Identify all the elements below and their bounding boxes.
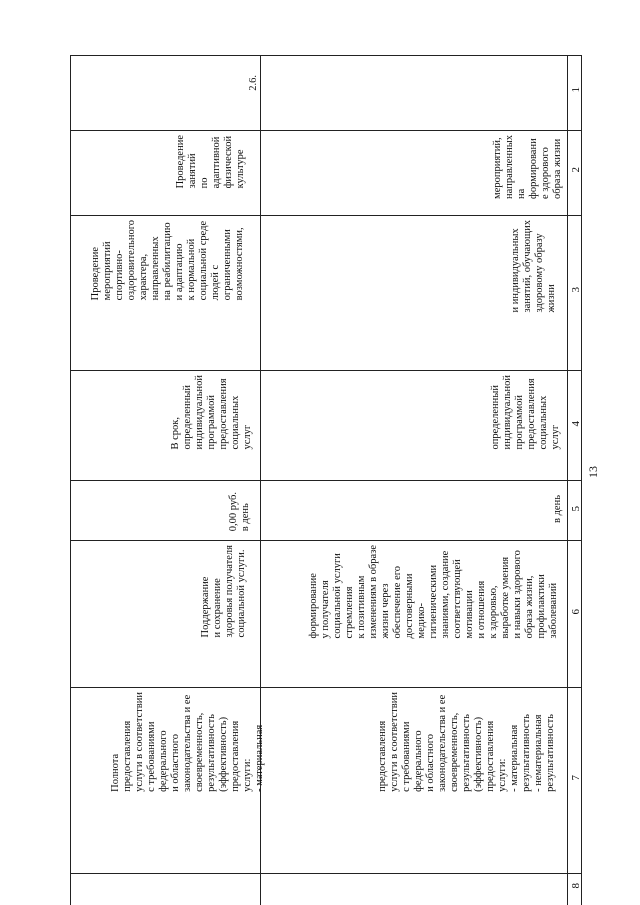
col-num-3: 3 — [570, 287, 582, 293]
row-a-col6: формирование у получателя социальной услуги стремления к позитивным изменениям в образе жизни через обеспечение его достоверными медико- гигиеническими знаниями, создание соответствующей мотивации и отношения к здоровью, выработке умения и навыки здорового образа жизни, профилактики заболеваний — [308, 545, 559, 639]
column-boundary — [70, 873, 582, 874]
table-border-top — [70, 55, 582, 56]
row-a-col3: и индивидуальных занятий, обучающих здоровому образу жизни — [510, 220, 557, 313]
col-num-7: 7 — [570, 775, 582, 781]
col-num-5: 5 — [570, 506, 582, 512]
col-num-1: 1 — [570, 87, 582, 93]
column-boundary — [70, 215, 582, 216]
row-b-col5: 0,00 руб. в день — [228, 492, 251, 532]
column-boundary — [70, 687, 582, 688]
header-row-boundary — [567, 55, 568, 905]
row-a-col4: определенный индивидуальной программой предоставления социальных услуг — [490, 375, 561, 450]
row-a-col5: в день — [552, 495, 563, 523]
column-boundary — [70, 130, 582, 131]
column-boundary — [70, 370, 582, 371]
row-b-col1: 2.6. — [248, 75, 259, 91]
row-a-col2: мероприятий, направленных на формировани е здорового образа жизни — [492, 135, 563, 199]
row-a-col7: предоставления услуги в соответствии с требованиями федерального и областного законодательства и ее своевременность, результативность (эффективность) предоставления услуги: - материальная результативность - нематериальная результативность — [377, 692, 556, 792]
rotated-table — [70, 55, 582, 905]
column-boundary — [70, 480, 582, 481]
page-number: 13 — [586, 466, 600, 478]
table-border-left — [70, 55, 71, 905]
row-b-col7: Полнота предоставления услуги в соответствии с требованиями федерального и областного законодательства и ее своевременность, результативность (эффективность) предоставления услуги: - материальная — [110, 692, 265, 792]
col-num-8: 8 — [570, 883, 582, 889]
row-b-col3: Проведение мероприятий спортивно- оздоровительного характера, направленных на реабилитацию и адаптацию к нормальной социальной среде людей с ограниченными возможностями, — [90, 220, 245, 301]
column-boundary — [70, 540, 582, 541]
row-b-col2: Проведение занятий по адаптивной физической культуре — [175, 135, 246, 189]
col-num-2: 2 — [570, 167, 582, 173]
col-num-6: 6 — [570, 609, 582, 615]
row-b-col6: Поддержание и сохранение здоровья получателя социальной услуги. — [200, 545, 247, 638]
row-b-col4: В срок, определенный индивидуальной программой предоставления социальных услуг — [170, 375, 253, 450]
col-num-4: 4 — [570, 421, 582, 427]
